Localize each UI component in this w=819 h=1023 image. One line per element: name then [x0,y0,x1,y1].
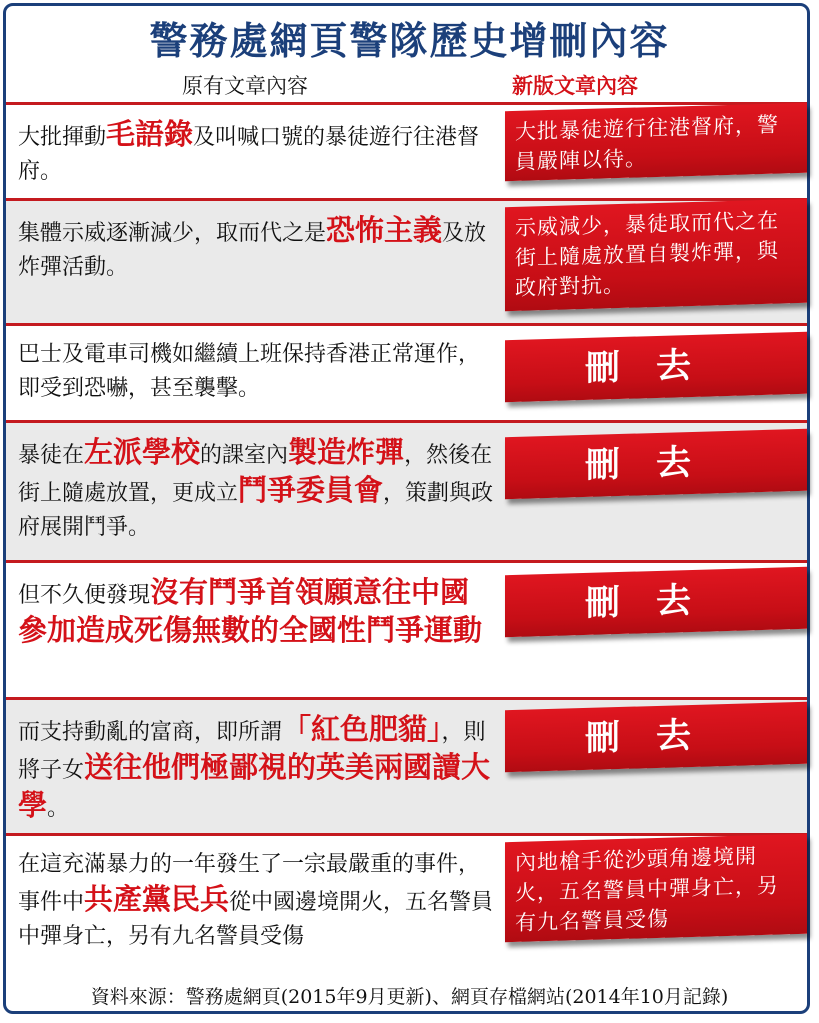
highlighted-phrase: 製造炸彈 [288,435,405,469]
new-version-banner [505,103,807,181]
new-version-text: 內地槍手從沙頭角邊境開火，五名警員中彈身亡，另有九名警員受傷 [515,844,779,935]
new-version-banner [505,199,807,311]
comparison-row-1 [6,102,807,198]
header-original-content: 原有文章內容 [182,74,308,98]
highlighted-phrase: 恐怖主義 [326,213,443,247]
deleted-banner [505,332,807,402]
text-run: 及叫喊口號的暴徒遊行往港督府。 [18,125,480,184]
original-text [18,575,496,651]
comparison-row-4 [6,420,807,560]
deleted-label: 刪去 [584,344,727,389]
comparison-row-5 [6,560,807,697]
highlighted-phrase: 左派學校 [84,435,201,469]
original-text [18,117,496,189]
text-run: 但不久便發現 [18,583,151,608]
text-run: 暴徒在 [18,443,85,468]
highlighted-phrase: 送往他們極鄙視的英美兩國讀大學 [18,750,491,822]
comparison-row-2 [6,198,807,323]
text-run: 的課室內 [200,443,289,468]
text-run: ，策劃與政府展開鬥爭。 [18,481,494,540]
highlighted-phrase: 沒有鬥爭首領願意往中國參加造成死傷無數的全國性鬥爭運動 [18,575,483,647]
original-text [18,435,496,545]
comparison-row-3 [6,323,807,420]
comparison-row-6 [6,697,807,833]
text-run: 在這充滿暴力的一年發生了一宗最嚴重的事件，事件中 [18,852,481,915]
original-text [18,712,496,826]
new-version-text: 示威減少，暴徒取而代之在街上隨處放置自製炸彈，與政府對抗。 [515,208,779,300]
text-run: ，然後在街上隨處放置，更成立 [18,443,493,506]
text-run: 集體示威逐漸減少，取而代之是 [18,221,327,246]
deleted-banner [505,429,807,499]
header-new-content: 新版文章內容 [512,74,638,98]
new-version-banner [505,834,807,942]
text-run: 及放炸彈活動。 [18,221,487,280]
page-title: 警務處網頁警隊歷史增刪內容 [149,19,670,63]
highlighted-phrase: 共產黨民兵 [84,882,230,916]
original-text [18,338,496,406]
deleted-label: 刪去 [584,441,727,486]
text-run: 從中國邊境開火，五名警員中彈身亡，另有九名警員受傷 [18,890,494,949]
highlighted-phrase: 毛語錄 [106,117,194,151]
highlighted-phrase: 鬥爭委員會 [238,473,384,507]
original-text [18,213,496,285]
new-version-text: 大批暴徒遊行往港督府，警員嚴陣以待。 [515,112,779,174]
highlighted-phrase: 「紅色肥貓」 [282,712,442,746]
text-run: 大批揮動 [18,125,107,150]
text-run: 巴士及電車司機如繼續上班保持香港正常運作，即受到恐嚇，甚至襲擊。 [18,342,481,401]
text-run: 而支持動亂的富商，即所謂 [18,720,283,745]
text-run: 。 [47,796,70,821]
deleted-banner [505,702,807,772]
deleted-label: 刪去 [584,714,727,759]
original-text [18,848,496,954]
deleted-label: 刪去 [584,579,727,624]
comparison-row-7 [6,833,807,968]
text-run: ，則將子女 [18,720,486,783]
source-credit: 資料來源：警務處網頁(2015年9月更新)、網頁存檔網站(2014年10月記錄) [90,986,729,1008]
deleted-banner [505,567,807,637]
